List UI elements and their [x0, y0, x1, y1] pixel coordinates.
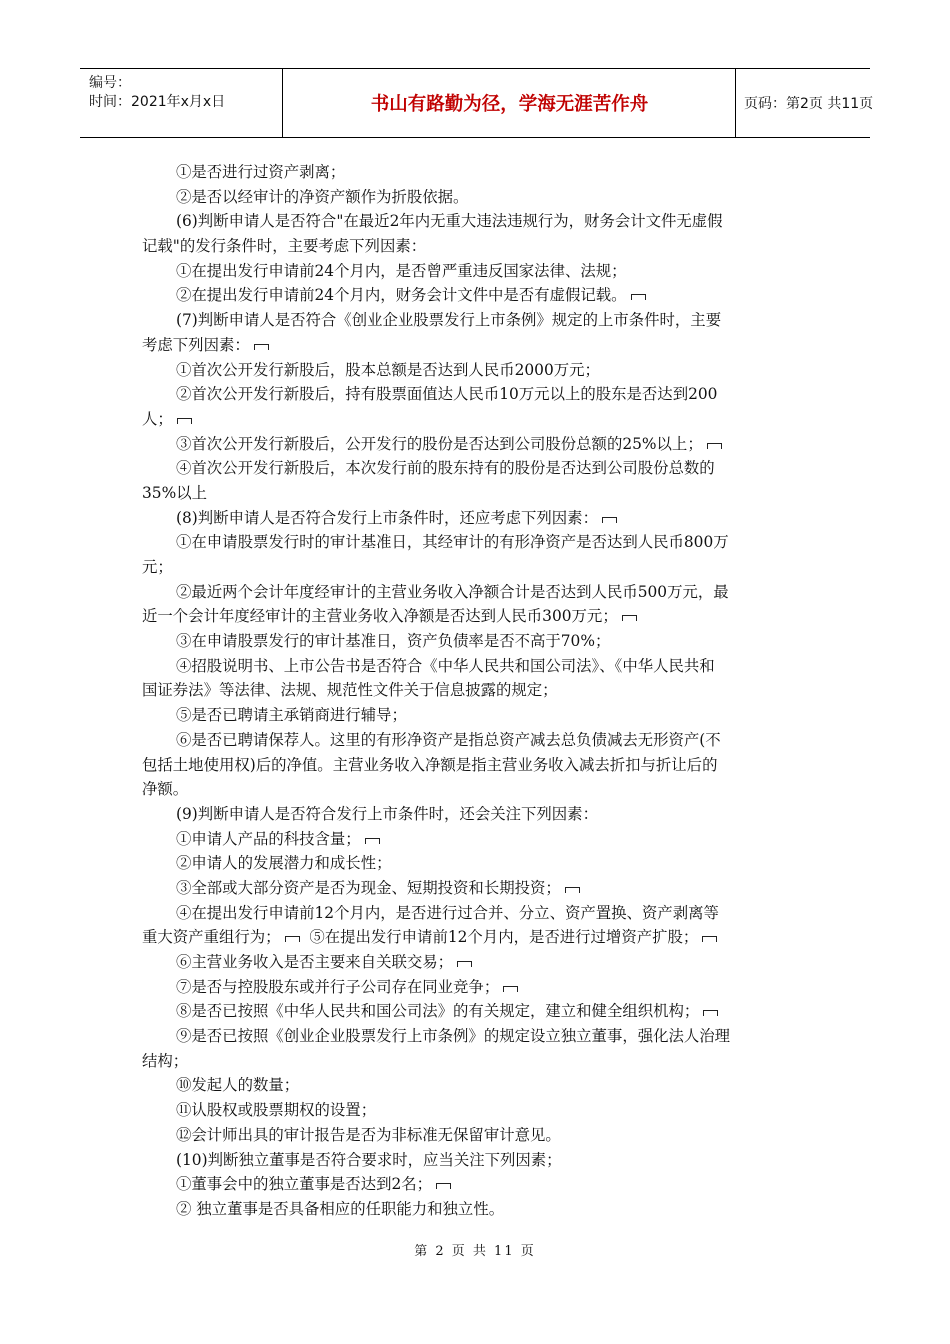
text-line [142, 1024, 806, 1049]
line-text: ③首次公开发行新股后，公开发行的股份是否达到公司股份总额的25%以上； [176, 434, 703, 453]
line-text: ①在申请股票发行时的审计基准日，其经审计的有形净资产是否达到人民币800万 [176, 533, 729, 552]
text-line [142, 925, 806, 950]
line-text: ④在提出发行申请前12个月内，是否进行过合并、分立、资产置换、资产剥离等 [176, 903, 719, 922]
text-line [142, 456, 806, 481]
text-line [142, 827, 806, 852]
text-line [142, 234, 806, 259]
text-line [142, 1123, 806, 1148]
line-text: ①是否进行过资产剥离； [176, 163, 346, 181]
line-text: ⑫会计师出具的审计报告是否为非标准无保留审计意见。 [176, 1125, 561, 1144]
document-body [142, 160, 806, 1222]
text-line [142, 358, 806, 383]
text-line [142, 604, 806, 629]
line-text: (9)判断申请人是否符合发行上市条件时，还会关注下列因素： [176, 804, 598, 823]
text-line [142, 308, 806, 333]
line-text: (10)判断独立董事是否符合要求时，应当关注下列因素； [176, 1150, 562, 1169]
header-meta [80, 69, 283, 137]
text-line [142, 753, 806, 778]
line-text: ④招股说明书、上市公告书是否符合《中华人民共和国公司法》、《中华人民共和 [176, 656, 715, 675]
text-line [142, 802, 806, 827]
text-line [142, 901, 806, 926]
time-label: 时间：2021年x月x日 [89, 94, 226, 110]
text-line [142, 629, 806, 654]
text-line [142, 160, 806, 185]
line-text: ②首次公开发行新股后，持有股票面值达人民币10万元以上的股东是否达到200 [176, 385, 718, 404]
text-line [142, 580, 806, 605]
text-line [142, 1148, 806, 1173]
text-line [142, 678, 806, 703]
text-line [142, 999, 806, 1024]
bracket-mark-icon [457, 961, 472, 967]
line-text: 国证券法》等法律、法规、规范性文件关于信息披露的规定； [142, 681, 558, 700]
line-text: (8)判断申请人是否符合发行上市条件时，还应考虑下列因素： [176, 508, 598, 527]
line-text: ⑤是否已聘请主承销商进行辅导； [176, 706, 407, 725]
line-text: ②在提出发行申请前24个月内，财务会计文件中是否有虚假记载。 [176, 286, 627, 305]
line-text: ⑧是否已按照《中华人民共和国公司法》的有关规定，建立和健全组织机构； [176, 1002, 700, 1021]
bracket-mark-icon [631, 294, 646, 300]
line-text: ②申请人的发展潜力和成长性； [176, 854, 392, 873]
text-line [142, 728, 806, 753]
bracket-mark-icon [503, 986, 518, 992]
line-text: ⑪认股权或股票期权的设置； [176, 1101, 377, 1120]
line-text: 近一个会计年度经审计的主营业务收入净额是否达到人民币300万元； [142, 607, 618, 626]
text-line [142, 851, 806, 876]
text-line [142, 1073, 806, 1098]
line-text: ⑤在提出发行申请前12个月内，是否进行过增资产扩股； [299, 928, 699, 947]
header-motto: 书山有路勤为径，学海无涯苦作舟 [284, 69, 736, 137]
text-line [142, 259, 806, 284]
text-line [142, 876, 806, 901]
text-line [142, 407, 806, 432]
text-line [142, 1197, 806, 1222]
line-text: ⑩发起人的数量； [176, 1076, 300, 1095]
line-text: 包括土地使用权)后的净值。主营业务收入净额是指主营业务收入减去折扣与折让后的 [142, 755, 718, 774]
line-text: ⑦是否与控股股东或并行子公司存在同业竞争； [176, 977, 500, 996]
line-text: 考虑下列因素： [142, 335, 250, 354]
text-line [142, 481, 806, 506]
line-text: 净额。 [142, 780, 189, 799]
bracket-mark-icon [602, 517, 617, 523]
text-line [142, 185, 806, 210]
line-text: ④首次公开发行新股后，本次发行前的股东持有的股份是否达到公司股份总数的 [176, 459, 715, 478]
bracket-mark-icon [702, 936, 717, 942]
text-line [142, 654, 806, 679]
bracket-mark-icon [703, 1010, 718, 1016]
line-text: 元； [142, 558, 173, 576]
line-text: ② 独立董事是否具备相应的任职能力和独立性。 [176, 1199, 505, 1218]
line-text: ③全部或大部分资产是否为现金、短期投资和长期投资； [176, 878, 561, 897]
line-text: ①在提出发行申请前24个月内，是否曾严重违反国家法律、法规； [176, 261, 627, 280]
text-line [142, 1049, 806, 1074]
text-line [142, 1172, 806, 1197]
page-header [80, 68, 874, 138]
bracket-mark-icon [177, 418, 192, 424]
text-line [142, 950, 806, 975]
text-line [142, 975, 806, 1000]
text-line [142, 382, 806, 407]
line-text: ③在申请股票发行的审计基准日，资产负债率是否不高于70%； [176, 632, 611, 651]
line-text: 35%以上 [142, 483, 207, 502]
line-text: 重大资产重组行为； [142, 928, 281, 947]
page-footer: 第 2 页 共 11 页 [414, 1244, 536, 1259]
line-text: ①首次公开发行新股后，股本总额是否达到人民币2000万元； [176, 360, 600, 379]
line-text: ②是否以经审计的净资产额作为折股依据。 [176, 187, 469, 206]
bracket-mark-icon [436, 1183, 451, 1189]
bracket-mark-icon [622, 615, 637, 621]
line-text: 人； [142, 409, 173, 428]
bracket-mark-icon [565, 887, 580, 893]
line-text: ⑥是否已聘请保荐人。这里的有形净资产是指总资产减去总负债减去无形资产(不 [176, 730, 721, 749]
bracket-mark-icon [365, 838, 380, 844]
text-line [142, 209, 806, 234]
bracket-mark-icon [707, 443, 722, 449]
text-line [142, 530, 806, 555]
bracket-mark-icon [254, 344, 269, 350]
text-line [142, 432, 806, 457]
page-number-label: 页码：第2页 共11页 [744, 96, 874, 112]
line-text: ②最近两个会计年度经审计的主营业务收入净额合计是否达到人民币500万元，最 [176, 582, 729, 601]
line-text: ⑨是否已按照《创业企业股票发行上市条例》的规定设立独立董事，强化法人治理 [176, 1027, 731, 1046]
line-text: (6)判断申请人是否符合"在最近2年内无重大违法违规行为，财务会计文件无虚假 [176, 212, 723, 231]
text-line [142, 1098, 806, 1123]
code-label: 编号： [89, 75, 131, 91]
line-text: ①申请人产品的科技含量； [176, 829, 361, 848]
text-line [142, 283, 806, 308]
line-text: 结构； [142, 1051, 189, 1070]
line-text: ①董事会中的独立董事是否达到2名； [176, 1175, 433, 1194]
text-line [142, 777, 806, 802]
line-text: 记载"的发行条件时，主要考虑下列因素： [142, 237, 427, 256]
text-line [142, 333, 806, 358]
bracket-mark-icon [285, 936, 300, 942]
line-text: (7)判断申请人是否符合《创业企业股票发行上市条例》规定的上市条件时，主要 [176, 311, 722, 330]
text-line [142, 555, 806, 580]
line-text: ⑥主营业务收入是否主要来自关联交易； [176, 953, 454, 971]
text-line [142, 506, 806, 531]
text-line [142, 703, 806, 728]
